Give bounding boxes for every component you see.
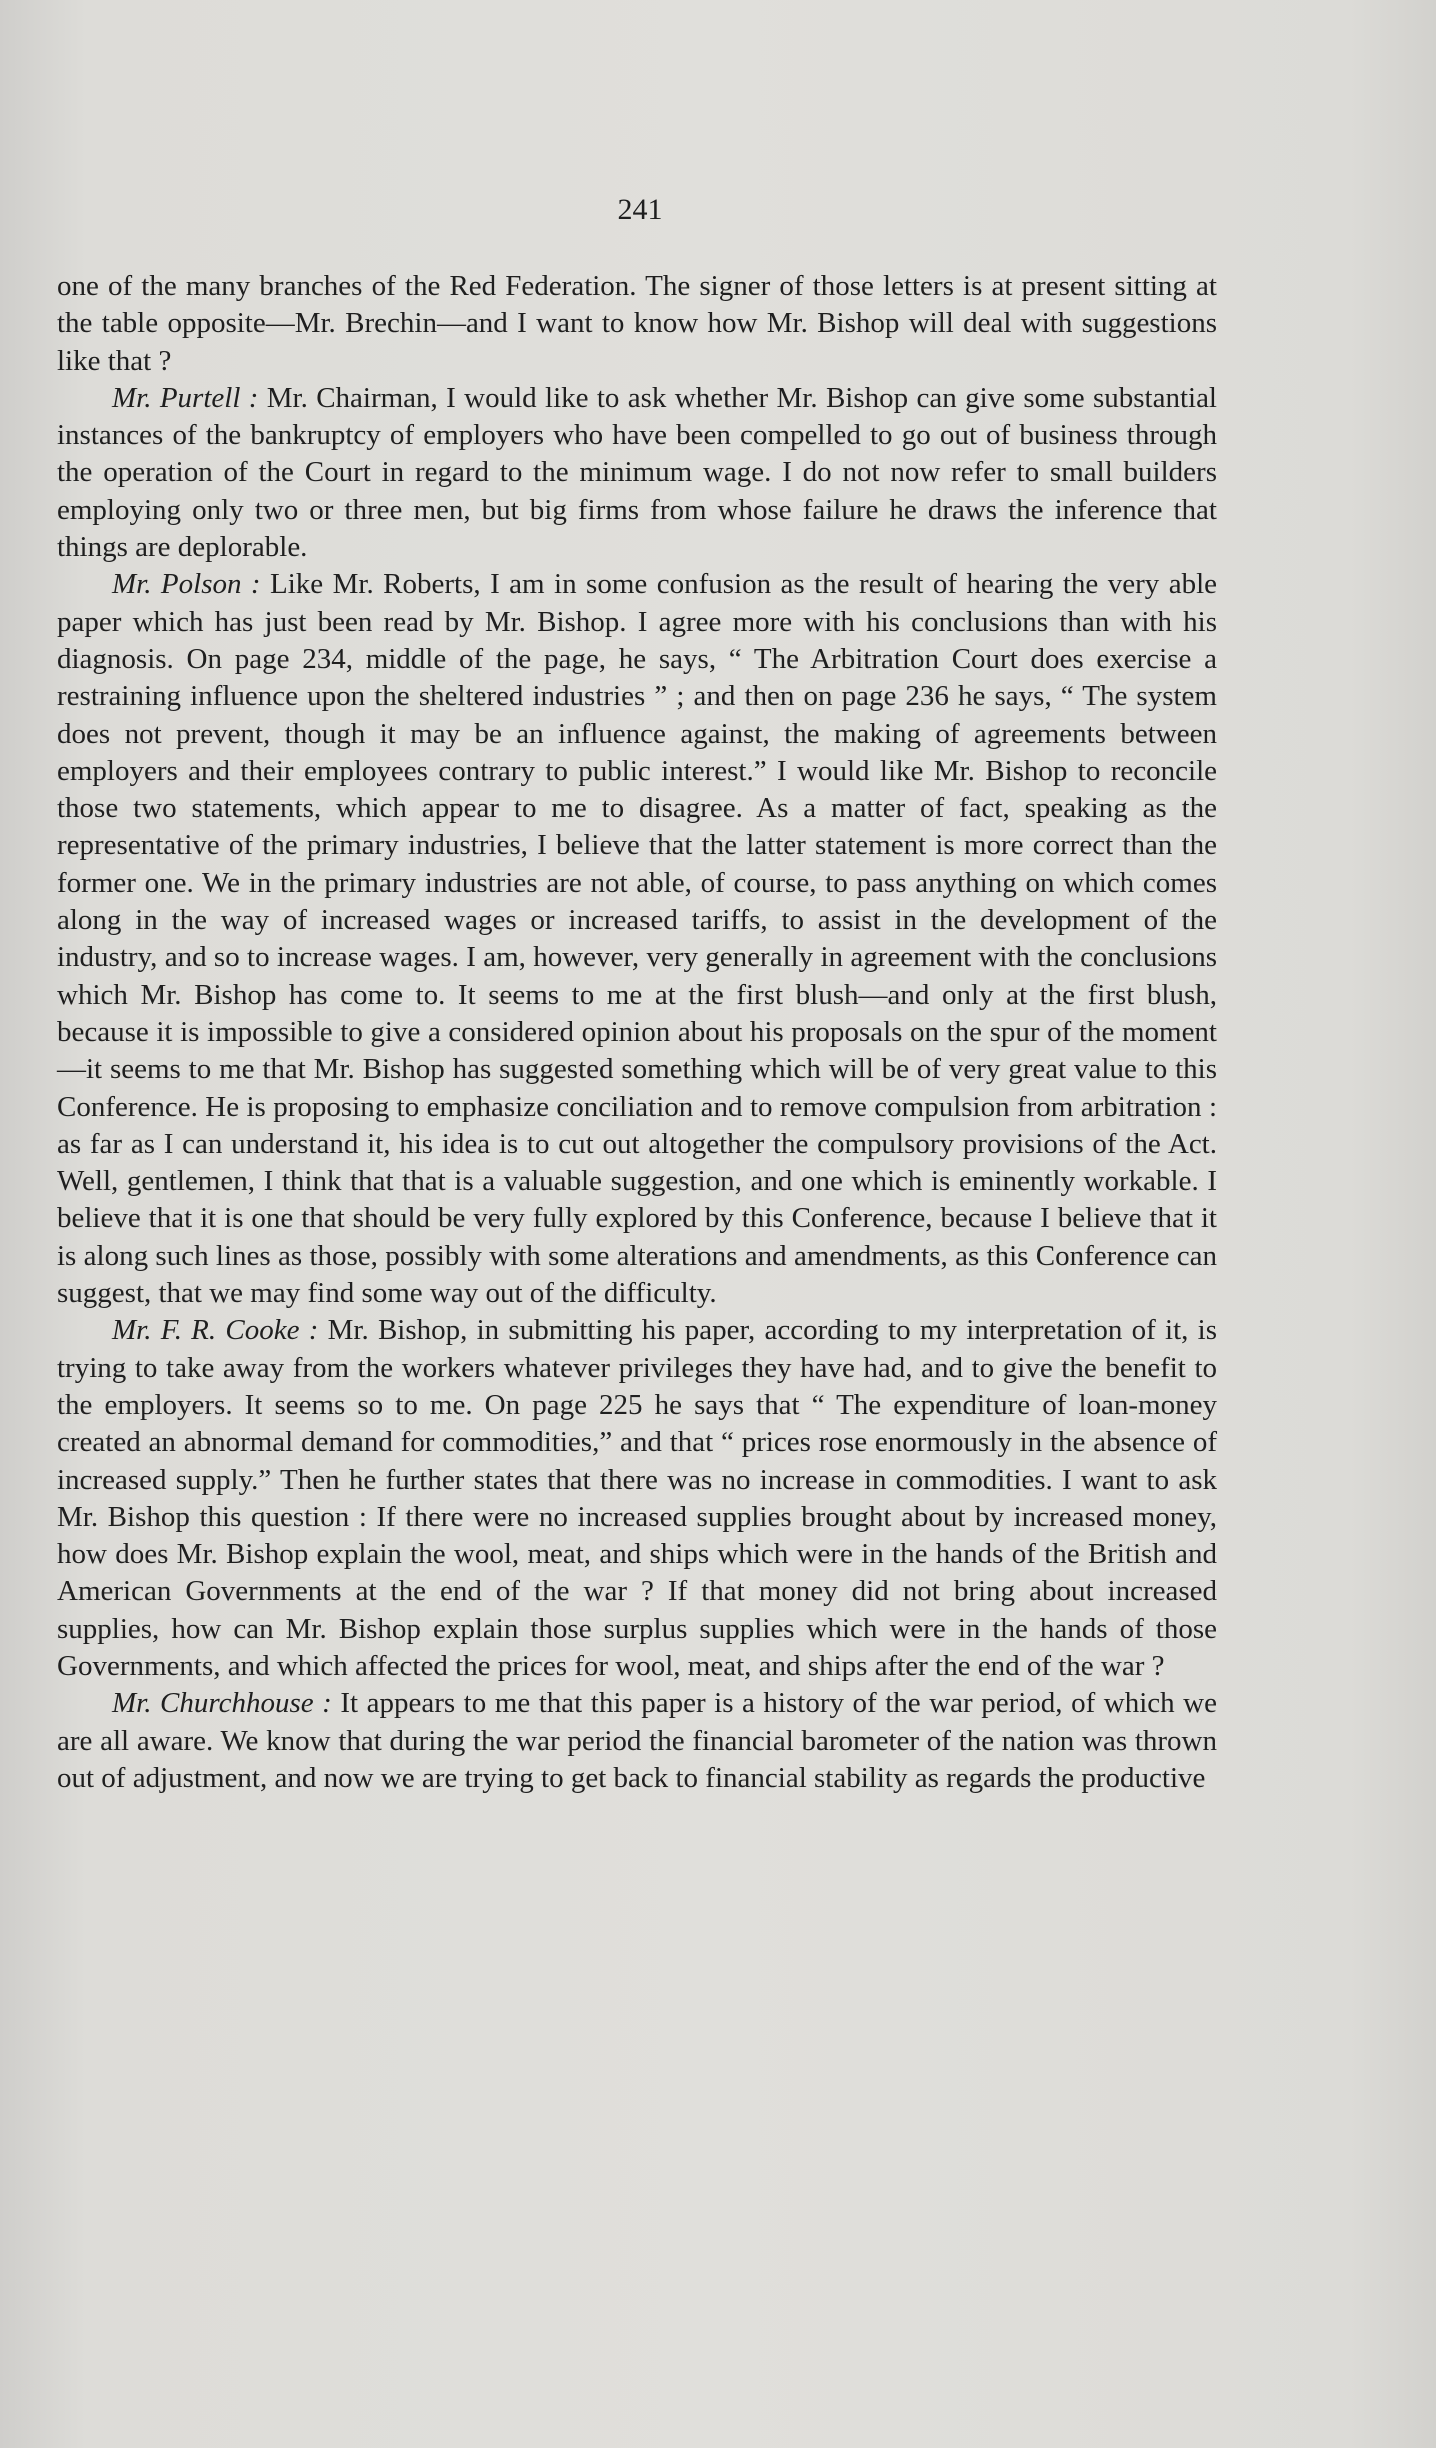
paragraph-text: Like Mr. Roberts, I am in some confusion as the result of hearing the very able paper which has just been read by Mr. Bishop. I agree more with his conclusions than with his diagnosis. On page 234, middle of the page, he says, “ The Arbitration Court does exercise a restraining influence upon the sheltered industries ” ; and then on page 236 he says, “ The system does not prevent, though it may be an influence against, the making of agreements between employers and their employees contrary to public interest.” I would like Mr. Bishop to reconcile those two statements, which appear to me to disagree. As a matter of fact, speaking as the representative of the primary industries, I believe that the latter statement is more correct than the former one. We in the primary industries are not able, of course, to pass anything on which comes along in the way of increased wages or increased tariffs, to assist in the development of the industry, and so to increase wages. I am, however, very generally in agreement with the conclusions which Mr. Bishop has come to. It seems to me at the first blush—and only at the first blush, because it is impossible to give a considered opinion about his proposals on the spur of the moment —it seems to me that Mr. Bishop has suggested something which will be of very great value to this Conference. He is proposing to emphasize conciliation and to remove compulsion from arbitration : as far as I can understand it, his idea is to cut out altogether the compulsory provisions of the Act. Well, gentlemen, I think that that is a valuable suggestion, and one which is eminently workable. I believe that it is one that should be very fully explored by this Conference, because I believe that it is along such lines as those, possibly with some alterations and amendments, as this Conference can suggest, that we may find some way out of the difficulty. (57, 568, 1217, 1310)
body-text (57, 268, 1217, 1797)
page-number: 241 (617, 193, 663, 226)
paragraph-cooke (57, 1312, 1217, 1685)
paragraph-text: one of the many branches of the Red Federation. The signer of those letters is at present sitting at the table opposite—Mr. Brechin—and I want to know how Mr. Bishop will deal with suggestions like that ? (57, 270, 1217, 377)
speaker-name: Mr. Polson : (112, 568, 261, 601)
paragraph-continuation (57, 268, 1217, 380)
paragraph-text: Mr. Chairman, I would like to ask whether Mr. Bishop can give some substantial instances of the bankruptcy of employers who have been compelled to go out of business through the operation of the Court in regard to the minimum wage. I do not now refer to small builders employing only two or three men, but big firms from whose failure he draws the inference that things are deplorable. (57, 381, 1217, 564)
speaker-name: Mr. Purtell : (112, 381, 259, 414)
paragraph-text: Mr. Bishop, in submitting his paper, according to my interpretation of it, is trying to take away from the workers whatever privileges they have had, and to give the benefit to the employers. It seems so to me. On page 225 he says that “ The expenditure of loan-money created an abnormal demand for commodities,” and that “ prices rose enormously in the absence of increased supply.” Then he further states that there was no increase in commodities. I want to ask Mr. Bishop this question : If there were no increased supplies brought about by increased money, how does Mr. Bishop explain the wool, meat, and ships which were in the hands of the British and American Governments at the end of the war ? If that money did not bring about increased supplies, how can Mr. Bishop explain those surplus supplies which were in the hands of those Governments, and which affected the prices for wool, meat, and ships after the end of the war ? (57, 1314, 1217, 1682)
paragraph-text: It appears to me that this paper is a history of the war period, of which we are all aware. We know that during the war period the financial barometer of the nation was thrown out of adjustment, and now we are trying to get back to financial stability as regards the productive (57, 1687, 1217, 1794)
paragraph-purtell (57, 380, 1217, 566)
paragraph-churchhouse (57, 1685, 1217, 1797)
speaker-name: Mr. Churchhouse : (112, 1687, 332, 1720)
paragraph-polson (57, 566, 1217, 1312)
speaker-name: Mr. F. R. Cooke : (112, 1314, 319, 1347)
